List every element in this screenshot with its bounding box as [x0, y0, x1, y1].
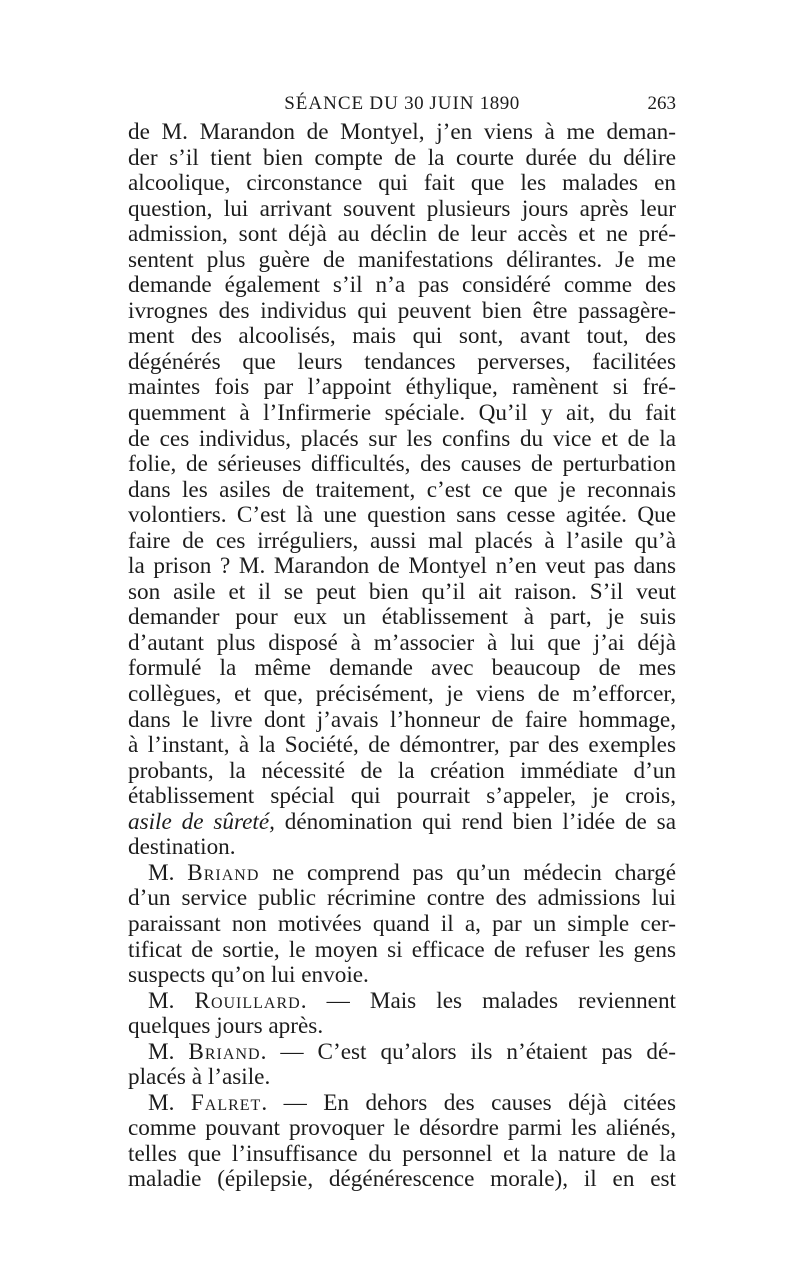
text-line: quelques jours après.	[128, 1013, 324, 1040]
text-line: formulé la même demande avec beaucoup de mes	[128, 655, 676, 682]
text-line: de ces individus, placés sur les confins du vice et de la	[128, 425, 676, 452]
text-line: dégénérés que leurs tendances perverses, facilitées	[128, 348, 676, 375]
text-line: la prison ? M. Marandon de Montyel n’en veut pas dans	[128, 553, 676, 580]
text-line: à l’instant, à la Société, de démontrer, par des exemples	[128, 732, 676, 759]
text-line: comme pouvant provoquer le désordre parmi les aliénés,	[128, 1115, 676, 1142]
text-line: ment des alcoolisés, mais qui sont, avant tout, des	[128, 323, 676, 350]
text-line: son asile et il se peut bien qu’il ait raison. S’il veut	[128, 578, 676, 605]
running-header	[128, 91, 676, 117]
speaker-name: Briand	[187, 859, 260, 886]
text-line: faire de ces irréguliers, aussi mal placés à l’asile qu’à	[128, 527, 676, 554]
text-line: suspects qu’on lui envoie.	[128, 962, 369, 989]
line-text: dénomination qui rend bien l’idée de sa	[274, 808, 676, 835]
text-line: maladie (épilepsie, dégénérescence morale), il en est	[128, 1166, 676, 1193]
body-text	[128, 120, 676, 1193]
running-title-du: DU	[369, 93, 399, 114]
running-title-day: 30	[404, 93, 425, 114]
text-line: collègues, et que, précisément, je viens de m’efforcer,	[128, 681, 676, 708]
text-line: d’un service public récrimine contre des admissions lui	[128, 885, 676, 912]
page-number: 263	[647, 93, 676, 114]
running-title-seance: SÉANCE	[284, 93, 365, 114]
running-title-month: JUIN	[429, 93, 475, 114]
speaker-prefix: M.	[148, 859, 188, 886]
italic-term: asile de sûreté,	[128, 808, 275, 835]
text-line	[128, 861, 676, 887]
text-line: question, lui arrivant souvent plusieurs jours après leur	[128, 195, 676, 222]
text-line: tificat de sortie, le moyen si efficace de refuser les gens	[128, 936, 676, 963]
text-line: établissement spécial qui pourrait s’appeler, je crois,	[128, 783, 676, 810]
running-title	[128, 91, 676, 117]
speaker-prefix: M.	[148, 1089, 191, 1116]
text-line: paraissant non motivées quand il a, par un simple cer-	[128, 910, 676, 937]
running-title-year: 1890	[479, 93, 520, 114]
line-text: . — C’est qu’alors ils n’étaient pas dé-	[260, 1038, 676, 1065]
speaker-prefix: M.	[148, 1038, 189, 1065]
text-line: quemment à l’Infirmerie spéciale. Qu’il y ait, du fait	[128, 400, 676, 427]
text-line: maintes fois par l’appoint éthylique, ramènent si fré-	[128, 374, 676, 401]
text-line: dans le livre dont j’avais l’honneur de faire hommage,	[128, 706, 676, 733]
line-text: . — Mais les malades reviennent	[300, 987, 676, 1014]
line-text: ne comprend pas qu’un médecin chargé	[259, 859, 676, 886]
text-line: admission, sont déjà au déclin de leur accès et ne pré-	[128, 221, 676, 248]
text-line: probants, la nécessité de la création immédiate d’un	[128, 757, 676, 784]
text-line: sentent plus guère de manifestations délirantes. Je me	[128, 246, 676, 273]
speaker-name: Falret	[190, 1089, 262, 1116]
text-line: de M. Marandon de Montyel, j’en viens à me deman-	[128, 119, 676, 145]
text-line	[128, 1091, 676, 1117]
text-line: placés à l’asile.	[128, 1064, 271, 1091]
text-line: ivrognes des individus qui peuvent bien être passagère-	[128, 297, 676, 324]
text-line: demande également s’il n’a pas considéré comme des	[128, 272, 676, 299]
speaker-name: Rouillard	[194, 987, 301, 1014]
text-line: folie, de sérieuses difficultés, des causes de perturbation	[128, 451, 676, 478]
text-line	[128, 989, 676, 1015]
text-line: dans les asiles de traitement, c’est ce que je reconnais	[128, 476, 676, 503]
text-line: der s’il tient bien compte de la courte durée du délire	[128, 144, 676, 171]
text-line	[128, 810, 676, 836]
speaker-name: Briand	[188, 1038, 261, 1065]
text-line	[128, 1040, 676, 1066]
text-line: d’autant plus disposé à m’associer à lui que j’ai déjà	[128, 629, 676, 656]
text-line: volontiers. C’est là une question sans cesse agitée. Que	[128, 502, 676, 529]
text-line: demander pour eux un établissement à part, je suis	[128, 604, 676, 631]
text-line: alcoolique, circonstance qui fait que les malades en	[128, 170, 676, 197]
text-line: destination.	[128, 834, 236, 861]
line-text: . — En dehors des causes déjà citées	[261, 1089, 676, 1116]
text-line: telles que l’insuffisance du personnel et la nature de la	[128, 1140, 676, 1167]
speaker-prefix: M.	[148, 987, 195, 1014]
